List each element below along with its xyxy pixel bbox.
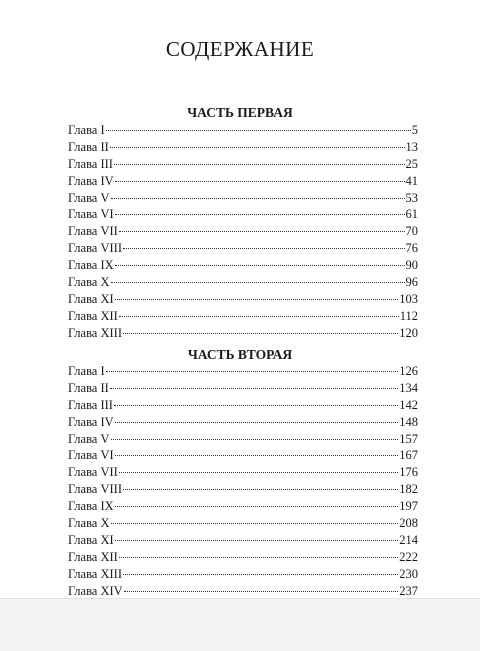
page-number: 90 [405, 258, 418, 273]
toc-entry [68, 325, 418, 342]
toc-entry [68, 464, 418, 481]
dot-leader [111, 282, 405, 283]
toc-entry [68, 380, 418, 397]
bottom-margin [0, 598, 480, 651]
page-number: 61 [405, 207, 418, 222]
dot-leader [115, 422, 399, 423]
page-number: 103 [399, 291, 418, 306]
chapter-label: Глава X [68, 516, 110, 531]
chapter-label: Глава VII [68, 224, 118, 239]
toc-entry [68, 532, 418, 549]
dot-leader [114, 164, 405, 165]
dot-leader [115, 299, 399, 300]
page-number: 176 [399, 465, 418, 480]
chapter-label: Глава X [68, 275, 110, 290]
dot-leader [119, 557, 398, 558]
dot-leader [115, 506, 399, 507]
page-title: СОДЕРЖАНИЕ [165, 37, 315, 61]
dot-leader [115, 181, 405, 182]
toc-entry [68, 223, 418, 240]
chapter-label: Глава IX [68, 258, 114, 273]
chapter-label: Глава VI [68, 207, 114, 222]
dot-leader [119, 231, 405, 232]
toc-entry [68, 414, 418, 431]
dot-leader [123, 574, 398, 575]
dot-leader [106, 371, 399, 372]
dot-leader [123, 333, 398, 334]
page-number: 96 [405, 275, 418, 290]
chapter-label: Глава VIII [68, 482, 122, 497]
dot-leader [111, 439, 399, 440]
dot-leader [111, 523, 399, 524]
page-number: 222 [399, 549, 418, 564]
chapter-label: Глава XII [68, 308, 118, 323]
chapter-label: Глава VI [68, 448, 114, 463]
page-number: 142 [399, 397, 418, 412]
toc-entry [68, 549, 418, 566]
dot-leader [123, 489, 398, 490]
dot-leader [115, 540, 399, 541]
toc-entry [68, 447, 418, 464]
page-number: 237 [399, 583, 418, 598]
toc-list-part-2 [68, 363, 418, 599]
dot-leader [124, 591, 399, 592]
page-number: 25 [405, 156, 418, 171]
toc-entry [68, 122, 418, 139]
dot-leader [119, 472, 398, 473]
page-number: 13 [405, 139, 418, 154]
chapter-label: Глава IV [68, 414, 114, 429]
toc-entry [68, 139, 418, 156]
toc-entry [68, 363, 418, 380]
toc-entry [68, 308, 418, 325]
top-margin [0, 0, 480, 36]
chapter-label: Глава IX [68, 499, 114, 514]
toc-entry [68, 240, 418, 257]
page-number: 126 [399, 364, 418, 378]
page-number: 53 [405, 190, 418, 205]
dot-leader [115, 455, 399, 456]
page-number: 167 [399, 448, 418, 463]
chapter-label: Глава XI [68, 532, 114, 547]
dot-leader [119, 316, 399, 317]
toc-entry [68, 566, 418, 583]
toc-entry [68, 190, 418, 207]
page-number: 230 [399, 566, 418, 581]
page-number: 120 [399, 325, 418, 340]
chapter-label: Глава II [68, 380, 109, 395]
chapter-label: Глава III [68, 397, 113, 412]
dot-leader [115, 265, 405, 266]
page-number: 197 [399, 499, 418, 514]
dot-leader [115, 214, 405, 215]
toc-entry [68, 156, 418, 173]
page-number: 112 [399, 308, 418, 323]
chapter-label: Глава V [68, 431, 110, 446]
page-number: 214 [399, 532, 418, 547]
chapter-label: Глава XIII [68, 566, 122, 581]
chapter-label: Глава IV [68, 173, 114, 188]
chapter-label: Глава XI [68, 291, 114, 306]
dot-leader [106, 130, 411, 131]
toc-entry [68, 274, 418, 291]
chapter-label: Глава XIII [68, 325, 122, 340]
dot-leader [114, 405, 398, 406]
toc-entry [68, 257, 418, 274]
chapter-label: Глава II [68, 139, 109, 154]
page-number: 70 [405, 224, 418, 239]
toc-list-part-1 [68, 122, 418, 342]
chapter-label: Глава V [68, 190, 110, 205]
page-number: 182 [399, 482, 418, 497]
page-number: 76 [405, 241, 418, 256]
page-number: 41 [405, 173, 418, 188]
toc-entry [68, 515, 418, 532]
part-heading: ЧАСТЬ ВТОРАЯ [187, 347, 293, 362]
toc-entry [68, 498, 418, 515]
chapter-label: Глава I [68, 123, 105, 137]
toc-entry [68, 583, 418, 600]
chapter-label: Глава I [68, 364, 105, 378]
page-number: 134 [399, 380, 418, 395]
toc-entry [68, 431, 418, 448]
page-number: 148 [399, 414, 418, 429]
toc-entry [68, 397, 418, 414]
dot-leader [111, 198, 405, 199]
page-number: 208 [399, 516, 418, 531]
dot-leader [110, 147, 405, 148]
page-number: 5 [411, 123, 418, 137]
toc-entry [68, 173, 418, 190]
chapter-label: Глава XIV [68, 583, 123, 598]
chapter-label: Глава III [68, 156, 113, 171]
dot-leader [123, 248, 405, 249]
chapter-label: Глава VII [68, 465, 118, 480]
toc-entry [68, 481, 418, 498]
part-heading: ЧАСТЬ ПЕРВАЯ [187, 105, 293, 120]
toc-entry [68, 206, 418, 223]
dot-leader [110, 388, 398, 389]
page-number: 157 [399, 431, 418, 446]
chapter-label: Глава VIII [68, 241, 122, 256]
toc-entry [68, 291, 418, 308]
chapter-label: Глава XII [68, 549, 118, 564]
